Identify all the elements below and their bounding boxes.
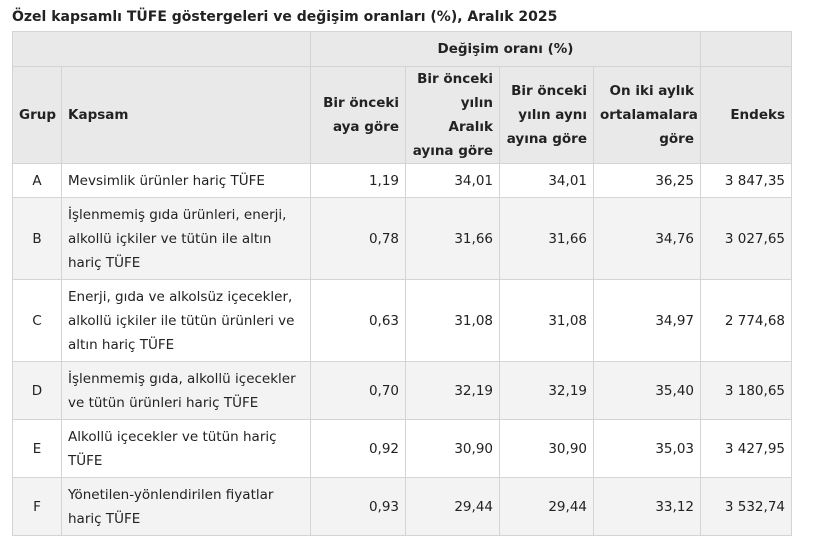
cell-aylik: 0,78 xyxy=(311,198,406,280)
cell-kapsam: Mevsimlik ürünler hariç TÜFE xyxy=(62,164,311,198)
cell-ayni-ay: 31,66 xyxy=(500,198,594,280)
cell-grup: B xyxy=(13,198,62,280)
cell-oniki: 33,12 xyxy=(594,478,701,536)
cell-aylik: 0,63 xyxy=(311,280,406,362)
cell-aralik: 29,44 xyxy=(406,478,500,536)
cell-grup: D xyxy=(13,362,62,420)
table-row xyxy=(13,198,792,280)
cell-aralik: 31,66 xyxy=(406,198,500,280)
cell-kapsam: Alkollü içecekler ve tütün hariç TÜFE xyxy=(62,420,311,478)
cell-oniki: 34,97 xyxy=(594,280,701,362)
cell-kapsam: Enerji, gıda ve alkolsüz içecekler, alkollü içkiler ile tütün ürünleri ve altın hariç TÜFE xyxy=(62,280,311,362)
cell-kapsam: Yönetilen-yönlendirilen fiyatlar hariç TÜFE xyxy=(62,478,311,536)
cell-endeks: 2 774,68 xyxy=(701,280,792,362)
cell-ayni-ay: 32,19 xyxy=(500,362,594,420)
cell-kapsam: İşlenmemiş gıda, alkollü içecekler ve tütün ürünleri hariç TÜFE xyxy=(62,362,311,420)
cell-aralik: 34,01 xyxy=(406,164,500,198)
cell-grup: C xyxy=(13,280,62,362)
cell-oniki: 34,76 xyxy=(594,198,701,280)
cell-grup: E xyxy=(13,420,62,478)
cell-ayni-ay: 30,90 xyxy=(500,420,594,478)
table-row xyxy=(13,478,792,536)
cell-ayni-ay: 34,01 xyxy=(500,164,594,198)
cell-kapsam: İşlenmemiş gıda ürünleri, enerji, alkollü içkiler ve tütün ile altın hariç TÜFE xyxy=(62,198,311,280)
cell-endeks: 3 180,65 xyxy=(701,362,792,420)
col-header-endeks: Endeks xyxy=(701,67,792,164)
cell-aralik: 31,08 xyxy=(406,280,500,362)
col-header-aylik: Bir önceki aya göre xyxy=(311,67,406,164)
cell-endeks: 3 847,35 xyxy=(701,164,792,198)
cell-oniki: 35,03 xyxy=(594,420,701,478)
col-header-oniki: On iki aylık ortalamalara göre xyxy=(594,67,701,164)
col-header-ayni-ay: Bir önceki yılın aynı ayına göre xyxy=(500,67,594,164)
table-row xyxy=(13,164,792,198)
cell-aylik: 0,70 xyxy=(311,362,406,420)
header-degisim-orani: Değişim oranı (%) xyxy=(311,32,701,67)
table-title: Özel kapsamlı TÜFE göstergeleri ve değişim oranları (%), Aralık 2025 xyxy=(12,9,558,25)
cell-aylik: 1,19 xyxy=(311,164,406,198)
cell-aralik: 30,90 xyxy=(406,420,500,478)
header-spacer-endeks xyxy=(701,32,792,67)
col-header-grup: Grup xyxy=(13,67,62,164)
cell-endeks: 3 027,65 xyxy=(701,198,792,280)
cell-ayni-ay: 31,08 xyxy=(500,280,594,362)
col-header-kapsam: Kapsam xyxy=(62,67,311,164)
cell-grup: A xyxy=(13,164,62,198)
cell-grup: F xyxy=(13,478,62,536)
header-spacer xyxy=(13,32,311,67)
table-row xyxy=(13,280,792,362)
cell-endeks: 3 532,74 xyxy=(701,478,792,536)
cpi-indicators-table xyxy=(12,31,792,536)
header-row-group xyxy=(13,32,792,67)
col-header-aralik: Bir önceki yılın Aralık ayına göre xyxy=(406,67,500,164)
table-row xyxy=(13,362,792,420)
cell-aylik: 0,93 xyxy=(311,478,406,536)
header-row-columns xyxy=(13,67,792,164)
cell-ayni-ay: 29,44 xyxy=(500,478,594,536)
table-row xyxy=(13,420,792,478)
cell-oniki: 36,25 xyxy=(594,164,701,198)
cell-oniki: 35,40 xyxy=(594,362,701,420)
cell-aralik: 32,19 xyxy=(406,362,500,420)
cell-endeks: 3 427,95 xyxy=(701,420,792,478)
cell-aylik: 0,92 xyxy=(311,420,406,478)
